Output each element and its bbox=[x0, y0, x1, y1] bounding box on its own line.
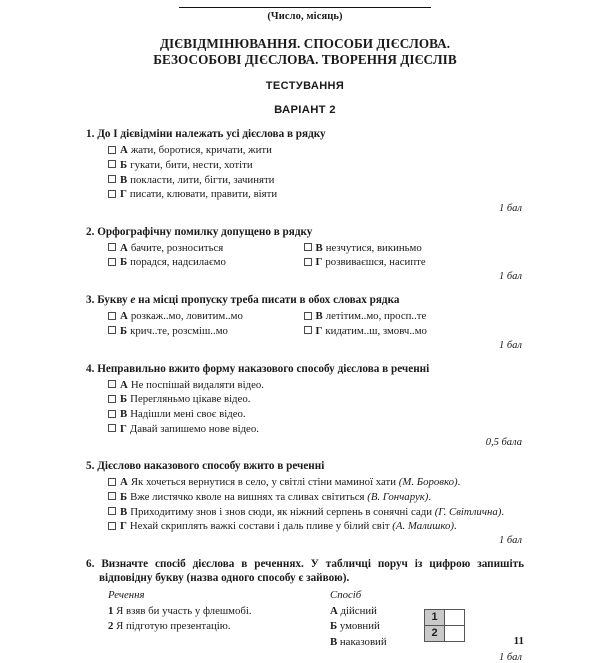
question-3-options bbox=[86, 309, 524, 339]
question-2-stem bbox=[86, 225, 524, 239]
options-column-left bbox=[108, 309, 304, 339]
question-6 bbox=[86, 557, 524, 663]
checkbox-icon[interactable] bbox=[108, 243, 116, 251]
question-2-text: Орфографічну помилку допущено в рядку bbox=[97, 225, 313, 238]
answer-grid-number: 1 bbox=[425, 609, 445, 625]
option-sentence: Нехай скриплять важкі состави і даль пливе у білий світ bbox=[129, 520, 393, 533]
answer-grid-input[interactable] bbox=[445, 625, 465, 641]
way-letter: Б bbox=[330, 620, 338, 633]
question-5-options bbox=[86, 475, 524, 534]
option-letter: А bbox=[120, 310, 128, 323]
way-text: умовний bbox=[339, 620, 380, 633]
option-row[interactable] bbox=[108, 490, 524, 504]
option-letter: Б bbox=[120, 490, 128, 503]
option-row[interactable] bbox=[108, 324, 304, 338]
question-1-options bbox=[86, 143, 524, 202]
option-letter: Б bbox=[120, 256, 128, 269]
option-author: (Г. Світлична) bbox=[434, 505, 502, 518]
question-3-part-3: на місці пропуску треба писати в обох словах рядка bbox=[135, 294, 400, 307]
question-3-part-1: Букву bbox=[97, 294, 131, 307]
question-4-options bbox=[86, 378, 524, 437]
option-sentence: Приходитиму знов і знов сюди, як ніжний серпень в сонячні сади bbox=[130, 505, 435, 518]
option-letter: Б bbox=[120, 393, 128, 406]
option-author: (В. Гончарук) bbox=[367, 490, 429, 503]
option-text: Давай запишемо нове відео. bbox=[129, 422, 259, 435]
option-sentence: Вже листячко кволе на вишнях та сливах світиться bbox=[130, 490, 368, 503]
checkbox-icon[interactable] bbox=[108, 190, 116, 198]
option-row[interactable] bbox=[304, 309, 512, 323]
option-tail: . bbox=[428, 490, 432, 503]
variant-label: ВАРІАНТ 2 bbox=[274, 104, 336, 117]
question-2-score: 1 бал bbox=[499, 271, 522, 283]
way-letter: В bbox=[330, 635, 338, 648]
option-text: жати, боротися, кричати, жити bbox=[130, 144, 272, 157]
option-letter: Г bbox=[120, 188, 127, 201]
question-6-text: Визначте спосіб дієслова в реченнях. У табличці поруч із цифрою запишіть відповідну букву (назва одного способу є зайвою). bbox=[99, 557, 525, 584]
options-column-right bbox=[304, 309, 512, 339]
option-letter: Г bbox=[315, 256, 323, 269]
checkbox-icon[interactable] bbox=[108, 258, 116, 266]
option-letter: Г bbox=[120, 422, 127, 435]
option-text bbox=[131, 475, 524, 489]
question-6-number: 6. bbox=[86, 557, 95, 570]
checkbox-icon[interactable] bbox=[108, 410, 116, 418]
question-1-stem bbox=[86, 127, 524, 141]
way-text: дійсний bbox=[340, 604, 377, 617]
answer-grid-row bbox=[425, 625, 465, 641]
sentence-row bbox=[108, 604, 330, 620]
option-row[interactable] bbox=[108, 187, 524, 201]
question-3-letter-e: е bbox=[130, 294, 136, 307]
question-1-text: До I дієвідміни належать усі дієслова в рядку bbox=[97, 128, 326, 141]
question-1 bbox=[86, 127, 524, 214]
option-text: Перегляньмо цікаве відео. bbox=[130, 393, 251, 406]
question-4-stem bbox=[86, 362, 524, 376]
option-letter: Б bbox=[120, 158, 128, 171]
option-text bbox=[130, 519, 524, 533]
option-author: (А. Малишко) bbox=[392, 520, 454, 533]
option-text: покласти, лити, бігти, зачиняти bbox=[130, 173, 275, 186]
question-4-score: 0,5 бала bbox=[485, 437, 522, 449]
options-column-left bbox=[108, 241, 304, 271]
checkbox-icon[interactable] bbox=[304, 243, 312, 251]
sentence-row bbox=[108, 619, 330, 635]
question-2 bbox=[86, 225, 524, 283]
page-number: 11 bbox=[513, 635, 524, 647]
option-tail: . bbox=[453, 520, 457, 533]
question-3-number: 3. bbox=[86, 294, 95, 307]
page-title bbox=[86, 36, 524, 68]
option-letter: Г bbox=[315, 324, 323, 337]
option-row[interactable] bbox=[108, 309, 304, 323]
question-1-score: 1 бал bbox=[499, 202, 522, 214]
option-text bbox=[130, 490, 524, 504]
question-3-stem bbox=[86, 293, 524, 307]
checkbox-icon[interactable] bbox=[108, 160, 116, 168]
option-letter: Б bbox=[120, 324, 128, 337]
option-text: Не поспішай видаляти відео. bbox=[130, 378, 264, 391]
option-letter: В bbox=[315, 310, 323, 323]
option-letter: Г bbox=[120, 520, 127, 533]
option-text: бачите, розноситься bbox=[130, 241, 224, 254]
page-title-line-2: БЕЗОСОБОВІ ДІЄСЛОВА. ТВОРЕННЯ ДІЄСЛІВ bbox=[153, 52, 457, 68]
checkbox-icon[interactable] bbox=[108, 395, 116, 403]
option-row[interactable] bbox=[108, 505, 524, 519]
option-text: розкаж..мо, ловитим..мо bbox=[130, 310, 243, 323]
option-text: кидатим..ш, змовч..мо bbox=[325, 324, 427, 337]
question-5-number: 5. bbox=[86, 460, 95, 473]
checkbox-icon[interactable] bbox=[108, 146, 116, 154]
question-6-stem bbox=[86, 557, 524, 585]
sentences-column bbox=[108, 589, 330, 651]
option-text: незчутися, викиньмо bbox=[325, 241, 422, 254]
option-sentence: Як хочеться вернутися в село, у світлі стіни маминої хати bbox=[130, 476, 399, 489]
question-6-score: 1 бал bbox=[499, 651, 522, 663]
option-row[interactable] bbox=[304, 241, 512, 255]
option-text: писати, клювати, правити, віяти bbox=[129, 188, 278, 201]
checkbox-icon[interactable] bbox=[108, 478, 116, 486]
checkbox-icon[interactable] bbox=[108, 312, 116, 320]
option-letter: А bbox=[120, 378, 128, 391]
option-text: гукати, бити, нести, хотіти bbox=[130, 158, 253, 171]
option-tail: . bbox=[501, 505, 505, 518]
question-5 bbox=[86, 459, 524, 546]
date-caption: (Число, місяць) bbox=[267, 11, 343, 22]
question-4-number: 4. bbox=[86, 362, 95, 375]
option-text: розвиваєшся, насипте bbox=[325, 256, 426, 269]
option-letter: В bbox=[120, 408, 128, 421]
sentence-text: Я підготую презентацію. bbox=[116, 620, 231, 633]
test-page bbox=[0, 7, 610, 663]
checkbox-icon[interactable] bbox=[108, 522, 116, 530]
option-row[interactable] bbox=[304, 324, 512, 338]
answer-grid-input[interactable] bbox=[445, 609, 465, 625]
answer-grid-row bbox=[425, 609, 465, 625]
checkbox-icon[interactable] bbox=[108, 175, 116, 183]
checkbox-icon[interactable] bbox=[108, 380, 116, 388]
option-row[interactable] bbox=[108, 422, 524, 436]
option-letter: А bbox=[120, 144, 128, 157]
way-text: наказовий bbox=[339, 635, 387, 648]
answer-grid bbox=[424, 609, 465, 642]
question-5-stem bbox=[86, 459, 524, 473]
question-5-score: 1 бал bbox=[499, 534, 522, 546]
question-3 bbox=[86, 293, 524, 351]
sentence-text: Я взяв би участь у флешмобі. bbox=[116, 604, 252, 617]
option-row[interactable] bbox=[108, 378, 524, 392]
question-4-text: Неправильно вжито форму наказового способу дієслова в реченні bbox=[97, 362, 430, 375]
option-row[interactable] bbox=[108, 143, 524, 157]
option-text: Надішли мені своє відео. bbox=[130, 408, 246, 421]
option-row[interactable] bbox=[108, 475, 524, 489]
question-4 bbox=[86, 362, 524, 449]
question-3-score: 1 бал bbox=[499, 339, 522, 351]
option-text: порадся, надсилаємо bbox=[130, 256, 226, 269]
answer-grid-number: 2 bbox=[425, 625, 445, 641]
question-5-text: Дієслово наказового способу вжито в реченні bbox=[97, 460, 325, 473]
option-row[interactable] bbox=[108, 173, 524, 187]
ways-column-header: Спосіб bbox=[330, 588, 362, 601]
sentences-column-header: Речення bbox=[108, 588, 145, 601]
checkbox-icon[interactable] bbox=[108, 492, 116, 500]
option-text: крич..те, розсміш..мо bbox=[130, 324, 228, 337]
option-letter: В bbox=[120, 173, 128, 186]
option-text bbox=[130, 505, 524, 519]
option-text: летітим..мо, просп..те bbox=[325, 310, 427, 323]
checkbox-icon[interactable] bbox=[108, 326, 116, 334]
option-letter: А bbox=[120, 476, 128, 489]
matching-block bbox=[86, 589, 524, 651]
option-letter: А bbox=[120, 241, 128, 254]
sentence-number: 1 bbox=[108, 604, 114, 617]
page-title-line-1: ДІЄВІДМІНЮВАННЯ. СПОСОБИ ДІЄСЛОВА. bbox=[159, 36, 451, 51]
option-row[interactable] bbox=[108, 519, 524, 533]
question-2-number: 2. bbox=[86, 225, 95, 238]
option-row[interactable] bbox=[108, 241, 304, 255]
checkbox-icon[interactable] bbox=[304, 258, 312, 266]
question-2-options bbox=[86, 241, 524, 271]
option-letter: В bbox=[315, 241, 323, 254]
option-row[interactable] bbox=[304, 255, 512, 269]
way-letter: А bbox=[330, 604, 338, 617]
option-row[interactable] bbox=[108, 392, 524, 406]
option-row[interactable] bbox=[108, 255, 304, 269]
option-tail: . bbox=[457, 476, 461, 489]
checkbox-icon[interactable] bbox=[304, 312, 312, 320]
question-1-number: 1. bbox=[86, 128, 95, 141]
checkbox-icon[interactable] bbox=[108, 424, 116, 432]
checkbox-icon[interactable] bbox=[304, 326, 312, 334]
subtitle: ТЕСТУВАННЯ bbox=[265, 80, 345, 93]
option-letter: В bbox=[120, 505, 128, 518]
date-blank-line bbox=[179, 7, 431, 8]
checkbox-icon[interactable] bbox=[108, 507, 116, 515]
options-column-right bbox=[304, 241, 512, 271]
sentence-number: 2 bbox=[108, 620, 114, 633]
option-row[interactable] bbox=[108, 407, 524, 421]
option-author: (М. Боровко) bbox=[398, 476, 458, 489]
option-row[interactable] bbox=[108, 158, 524, 172]
